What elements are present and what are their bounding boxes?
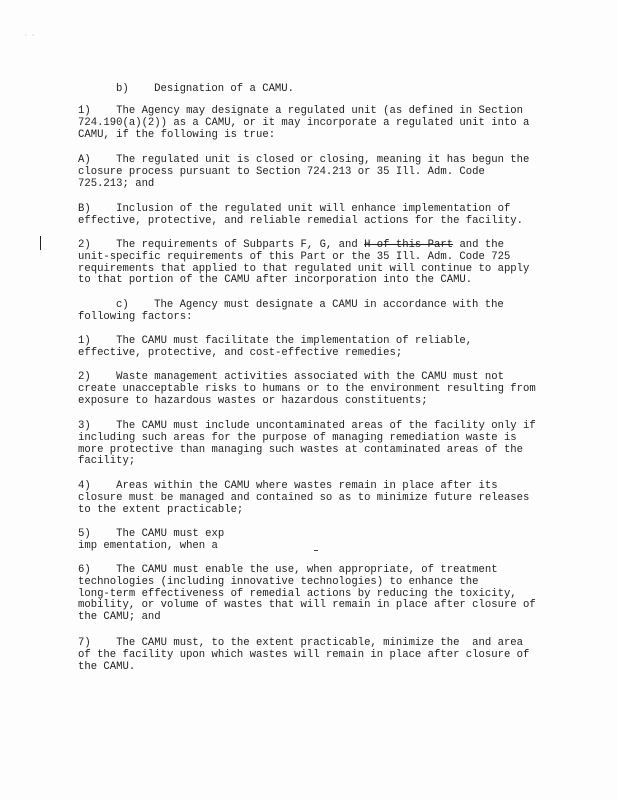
margin-revision-bar bbox=[40, 236, 41, 250]
text-line: closure must be managed and contained so as to minimize future releases bbox=[78, 491, 530, 504]
text-line: A) The regulated unit is closed or closing, meaning it has begun the bbox=[78, 154, 530, 166]
text-line: 3) The CAMU must include uncontaminated areas of the facility only if bbox=[78, 420, 536, 432]
paragraph-c-3 bbox=[78, 421, 538, 468]
text-line: 725.213; and bbox=[78, 177, 155, 190]
text-line: to that portion of the CAMU after incorporation into the CAMU. bbox=[78, 274, 473, 287]
text-line: 7) The CAMU must, to the extent practicable, minimize the and area bbox=[78, 637, 524, 649]
text-line: effective, protective, and reliable remedial actions for the facility. bbox=[78, 214, 524, 227]
paragraph-c-2 bbox=[78, 372, 538, 407]
text-line: unit-specific requirements of this Part or the 35 Ill. Adm. Code 725 bbox=[78, 250, 511, 263]
paragraph-c-4 bbox=[78, 481, 538, 516]
text-line: facility; bbox=[78, 455, 136, 468]
paragraph-c-1 bbox=[78, 336, 538, 360]
text-line: 6) The CAMU must enable the use, when appropriate, of treatment bbox=[78, 564, 498, 576]
text-line: requirements that applied to that regulated unit will continue to apply bbox=[78, 262, 530, 275]
text-line: 2) The requirements of Subparts F, G, and H of this Part and the bbox=[78, 239, 504, 251]
text-line: 1) The Agency may designate a regulated unit (as defined in Section bbox=[78, 105, 524, 117]
text-line: following factors: bbox=[78, 311, 193, 323]
text-line: create unacceptable risks to humans or to the environment resulting from bbox=[78, 382, 536, 395]
paragraph-b-1-A bbox=[78, 155, 538, 190]
paragraph-c-5 bbox=[78, 529, 538, 553]
scan-specks: · · bbox=[24, 32, 35, 39]
paragraph-c-7 bbox=[78, 638, 538, 673]
text-line: including such areas for the purpose of managing remediation waste is bbox=[78, 431, 517, 444]
paragraph-c-6 bbox=[78, 565, 538, 624]
paragraph-b-heading bbox=[116, 84, 576, 96]
text-line: technologies (including innovative technologies) to enhance the bbox=[78, 575, 479, 588]
text-line: CAMU, if the following is true: bbox=[78, 128, 276, 141]
text-line: the CAMU. bbox=[78, 660, 136, 673]
text-line: B) Inclusion of the regulated unit will enhance implementation of bbox=[78, 203, 511, 215]
text-line: effective, protective, and cost-effective remedies; bbox=[78, 346, 403, 359]
struck-text: H of this Part bbox=[364, 239, 454, 251]
text-line: exposure to hazardous wastes or hazardous constituents; bbox=[78, 394, 428, 407]
text-line: to the extent practicable; bbox=[78, 503, 244, 516]
text-line: 2) Waste management activities associated with the CAMU must not bbox=[78, 371, 504, 383]
paragraph-b-1 bbox=[78, 106, 538, 141]
text-line: the CAMU; and bbox=[78, 611, 161, 624]
paragraph-b-2 bbox=[78, 240, 538, 287]
text-line: b) Designation of a CAMU. bbox=[116, 83, 295, 95]
text-line: 5) The CAMU must exp bbox=[78, 528, 225, 540]
text-line: of the facility upon which wastes will remain in place after closure of bbox=[78, 648, 530, 661]
text-line: long-term effectiveness of remedial actions by reducing the toxicity, bbox=[78, 587, 517, 600]
text-line: more protective than managing such wastes at contaminated areas of the bbox=[78, 443, 524, 456]
text-line: c) The Agency must designate a CAMU in accordance with the bbox=[116, 299, 504, 311]
text-line: 724.190(a)(2)) as a CAMU, or it may incorporate a regulated unit into a bbox=[78, 116, 530, 129]
text-line: mobility, or volume of wastes that will remain in place after closure of bbox=[78, 599, 536, 612]
text-line: imp ementation, when a bbox=[78, 539, 218, 552]
text-line: 1) The CAMU must facilitate the implementation of reliable, bbox=[78, 335, 473, 347]
text-line: closure process pursuant to Section 724.213 or 35 Ill. Adm. Code bbox=[78, 165, 485, 178]
text-line: 4) Areas within the CAMU where wastes remain in place after its bbox=[78, 480, 498, 492]
paragraph-b-1-B bbox=[78, 204, 538, 228]
paragraph-c-heading-2 bbox=[78, 312, 538, 324]
